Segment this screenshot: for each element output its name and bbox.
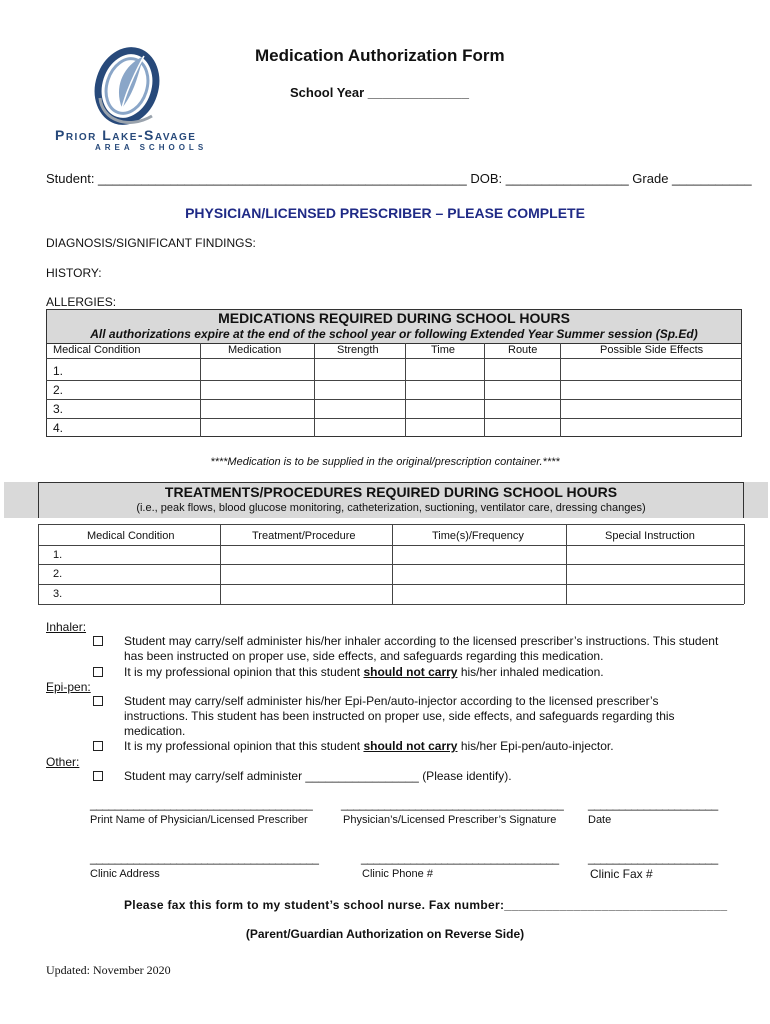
clinic-address-line[interactable]: _____________________________________ (90, 851, 319, 865)
epipen-no-carry-checkbox[interactable] (93, 741, 103, 751)
table-divider (314, 343, 315, 437)
table-divider (46, 399, 742, 400)
inhaler-no-carry-checkbox[interactable] (93, 667, 103, 677)
other-label: Other: (46, 755, 80, 769)
treatments-title: TREATMENTS/PROCEDURES REQUIRED DURING SCHOOL HOURS (164, 484, 618, 500)
col-frequency: Time(s)/Frequency (432, 530, 524, 542)
inhaler-carry-checkbox[interactable] (93, 636, 103, 646)
col-route: Route (508, 344, 538, 356)
signature-line[interactable]: ____________________________________ (341, 797, 564, 811)
clinic-fax-line[interactable]: _____________________ (588, 851, 718, 865)
diagnosis-field[interactable]: DIAGNOSIS/SIGNIFICANT FINDINGS: (46, 236, 256, 250)
parent-authorization-note: (Parent/Guardian Authorization on Reverse Side) (245, 927, 525, 941)
inhaler-no-carry-pre: It is my professional opinion that this student (124, 665, 364, 679)
treatment-row[interactable]: 1. (53, 549, 63, 561)
medications-title: MEDICATIONS REQUIRED DURING SCHOOL HOURS (218, 310, 570, 326)
table-divider (38, 545, 744, 546)
clinic-address-label: Clinic Address (90, 868, 160, 880)
col-side-effects: Possible Side Effects (600, 344, 704, 356)
table-divider (46, 418, 742, 419)
col-treatment-procedure: Treatment/Procedure (252, 530, 356, 542)
school-year-field[interactable]: School Year ______________ (290, 85, 470, 100)
table-divider (38, 524, 39, 604)
table-divider (392, 524, 393, 604)
clinic-phone-label: Clinic Phone # (362, 868, 433, 880)
allergies-field[interactable]: ALLERGIES: (46, 295, 117, 309)
inhaler-label: Inhaler: (46, 620, 87, 634)
treatments-subtitle: (i.e., peak flows, blood glucose monitoring, catheterization, suctioning, ventilator care, dressing changes) (136, 502, 646, 514)
clinic-phone-line[interactable]: ________________________________ (361, 851, 559, 865)
table-divider (484, 343, 485, 437)
print-name-line[interactable]: ____________________________________ (90, 797, 313, 811)
medications-subtitle: All authorizations expire at the end of the school year or following Extended Year Summer session (Sp.Ed) (90, 327, 698, 341)
table-divider (566, 524, 567, 604)
inhaler-no-carry-post: his/her inhaled medication. (457, 665, 604, 679)
medication-row[interactable]: 2. (53, 383, 64, 397)
col-medical-condition: Medical Condition (53, 344, 141, 356)
logo-subtitle: AREA SCHOOLS (95, 143, 208, 152)
treatment-row[interactable]: 2. (53, 568, 63, 580)
table-divider (38, 524, 744, 525)
container-note: ****Medication is to be supplied in the original/prescription container.**** (210, 456, 560, 468)
clinic-fax-label: Clinic Fax # (590, 867, 653, 881)
epipen-label: Epi-pen: (46, 680, 91, 694)
fax-instruction[interactable]: Please fax this form to my student’s school nurse. Fax number:________________________________ (124, 898, 728, 912)
medication-row[interactable]: 4. (53, 421, 64, 435)
inhaler-no-carry-text (124, 665, 724, 680)
date-line[interactable]: _____________________ (588, 797, 718, 811)
table-divider (38, 564, 744, 565)
epipen-should-not-carry: should not carry (363, 739, 458, 753)
col-time: Time (431, 344, 456, 356)
epipen-carry-text: Student may carry/self administer his/her Epi-Pen/auto-injector according to the licensed prescriber’s instructions. This student has been instructed on proper use, side effects, and safeguards regarding this medication. (124, 694, 675, 738)
table-divider (405, 343, 406, 437)
table-divider (46, 380, 742, 381)
epipen-no-carry-text (124, 739, 724, 754)
table-divider (220, 524, 221, 604)
date-label: Date (588, 814, 612, 826)
epipen-no-carry-post: his/her Epi-pen/auto-injector. (457, 739, 614, 753)
inhaler-carry-text: Student may carry/self administer his/her inhaler according to the licensed prescriber’s instructions. This student has been instructed on proper use, side effects, and safeguards regarding this medication. (124, 634, 719, 663)
epipen-no-carry-pre: It is my professional opinion that this student (124, 739, 364, 753)
table-divider (46, 358, 742, 359)
print-name-label: Print Name of Physician/Licensed Prescriber (90, 814, 308, 826)
updated-date: Updated: November 2020 (46, 963, 171, 977)
table-divider (744, 524, 745, 604)
table-divider (200, 343, 201, 437)
medication-row[interactable]: 1. (53, 364, 64, 378)
medication-row[interactable]: 3. (53, 402, 64, 416)
col-special-instruction: Special Instruction (605, 530, 695, 542)
other-carry-text[interactable]: Student may carry/self administer _________________ (Please identify). (124, 769, 512, 783)
col-medical-condition: Medical Condition (87, 530, 175, 542)
inhaler-should-not-carry: should not carry (363, 665, 458, 679)
treatment-row[interactable]: 3. (53, 588, 63, 600)
student-info-line[interactable]: Student: ___________________________________________________ DOB: _________________ Grade ___________ (46, 171, 752, 186)
page-title: Medication Authorization Form (255, 46, 505, 65)
logo-name: Prior Lake-Savage (55, 127, 197, 143)
col-strength: Strength (337, 344, 379, 356)
signature-label: Physician’s/Licensed Prescriber’s Signature (343, 814, 557, 826)
table-divider (38, 584, 744, 585)
table-divider (38, 604, 744, 605)
table-divider (560, 343, 561, 437)
other-carry-checkbox[interactable] (93, 771, 103, 781)
history-field[interactable]: HISTORY: (46, 266, 102, 280)
col-medication: Medication (228, 344, 282, 356)
epipen-carry-checkbox[interactable] (93, 696, 103, 706)
physician-section-header: PHYSICIAN/LICENSED PRESCRIBER – PLEASE COMPLETE (185, 205, 585, 221)
